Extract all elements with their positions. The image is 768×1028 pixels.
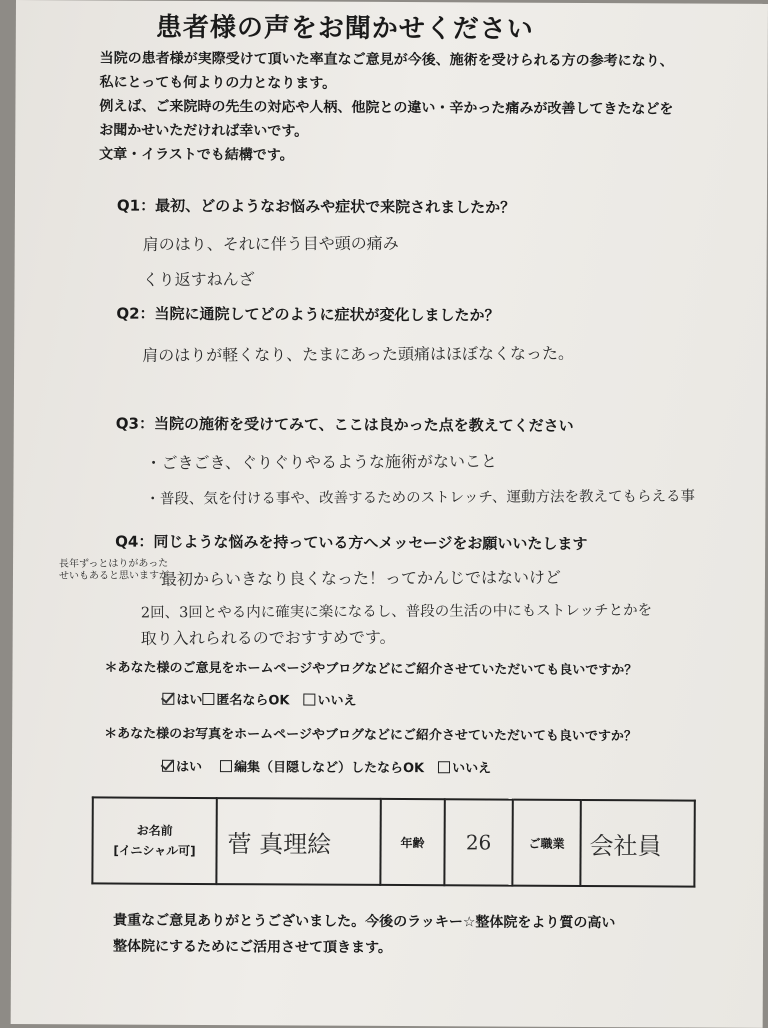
checkbox-opinion-no[interactable] — [303, 694, 356, 709]
checkbox-icon — [303, 694, 315, 706]
checkbox-photo-yes[interactable] — [162, 760, 202, 775]
checkbox-icon — [162, 760, 174, 772]
personal-info-table — [91, 796, 695, 887]
answer-1-line: 肩のはり、それに伴う目や頭の痛み — [142, 233, 399, 255]
intro-line: お聞かせいただければ幸いです。 — [99, 122, 309, 140]
answer-4-line: 最初からいきなり良くなった！ってかんじではないけど — [160, 567, 562, 589]
answer-1-line: くり返すねんざ — [142, 269, 255, 290]
answer-4-side-note — [59, 558, 169, 583]
checkbox-icon — [220, 760, 232, 772]
answer-4-line: 取り入れられるのでおすすめです。 — [140, 627, 396, 648]
name-label: お名前 — [136, 823, 173, 838]
checkbox-photo-edited[interactable] — [220, 760, 424, 776]
answer-3-line: ・普段、気を付ける事や、改善するためのストレッチ、運動方法を教えてもらえる事 — [145, 488, 695, 508]
survey-sheet — [11, 0, 768, 1028]
question-2: Q2：当院に通院してどのように症状が変化しましたか？ — [116, 304, 500, 325]
intro-line: 文章・イラストでも結構です。 — [99, 146, 294, 164]
intro-text — [99, 46, 674, 169]
job-label-cell — [512, 800, 580, 886]
option-label: はい — [176, 692, 203, 708]
consent-photo-options — [162, 756, 491, 777]
checkbox-opinion-yes[interactable] — [162, 693, 202, 708]
consent-opinion-options — [162, 689, 356, 709]
answer-2-line: 肩のはりが軽くなり、たまにあった頭痛はほぼなくなった。 — [142, 343, 575, 365]
age-value-cell[interactable] — [444, 799, 512, 885]
option-label: いいえ — [452, 761, 492, 777]
option-label: はい — [175, 759, 203, 775]
checkbox-icon — [202, 693, 214, 705]
name-sublabel: [イニシャル可] — [113, 843, 196, 858]
checkbox-icon — [162, 693, 174, 705]
checkbox-photo-no[interactable] — [438, 761, 491, 776]
checkbox-opinion-anonymous[interactable] — [202, 693, 289, 708]
option-label: 編集（目隠しなど）したならOK — [233, 760, 425, 777]
side-note-line: せいもあると思いますが — [59, 570, 170, 582]
age-value: 26 — [465, 830, 492, 855]
job-value-cell[interactable] — [580, 800, 694, 887]
answer-3-line: ・ごきごき、ぐりぐりやるような施術がないこと — [145, 451, 498, 473]
thank-you-note — [113, 908, 616, 963]
consent-opinion-question: ＊あなた様のご意見をホームページやブログなどにご紹介させていただいても良いですか？ — [104, 660, 638, 679]
question-4: Q4：同じような悩みを持っている方へメッセージをお願いいたします — [115, 532, 588, 553]
checkbox-icon — [438, 761, 450, 773]
name-value-cell[interactable] — [216, 798, 380, 885]
intro-line: 例えば、ご来院時の先生の対応や人柄、他院との違い・辛かった痛みが改善してきたなどを — [99, 98, 674, 118]
footer-line: 整体院にするためにご活用させて頂きます。 — [113, 938, 392, 956]
name-label-cell — [92, 797, 216, 884]
intro-line: 当院の患者様が実際受けて頂いた率直なご意見が今後、施術を受けられる方の参考になり、 — [99, 50, 674, 70]
age-label: 年齢 — [400, 835, 425, 850]
footer-line: 貴重なご意見ありがとうございました。今後のラッキー☆整体院をより質の高い — [113, 912, 616, 932]
name-value: 菅 真理絵 — [227, 829, 332, 859]
intro-line: 私にとっても何よりの力となります。 — [99, 74, 337, 92]
option-label: 匿名ならOK — [216, 693, 290, 709]
job-value: 会社員 — [589, 831, 662, 860]
side-note-line: 長年ずっとはりがあった — [58, 558, 169, 570]
question-1: Q1：最初、どのようなお悩みや症状で来院されましたか？ — [116, 196, 516, 217]
answer-4-line: 2回、3回とやる内に確実に楽になるし、普段の生活の中にもストレッチとかを — [140, 602, 653, 622]
question-3: Q3：当院の施術を受けてみて、ここは良かった点を教えてください — [115, 414, 574, 435]
job-label: ご職業 — [528, 836, 565, 851]
option-label: いいえ — [317, 693, 357, 709]
page-title: 患者様の声をお聞かせください — [155, 12, 534, 45]
consent-photo-question: ＊あなた様のお写真をホームページやブログなどにご紹介させていただいても良いですか？ — [104, 726, 637, 745]
age-label-cell — [380, 799, 444, 885]
